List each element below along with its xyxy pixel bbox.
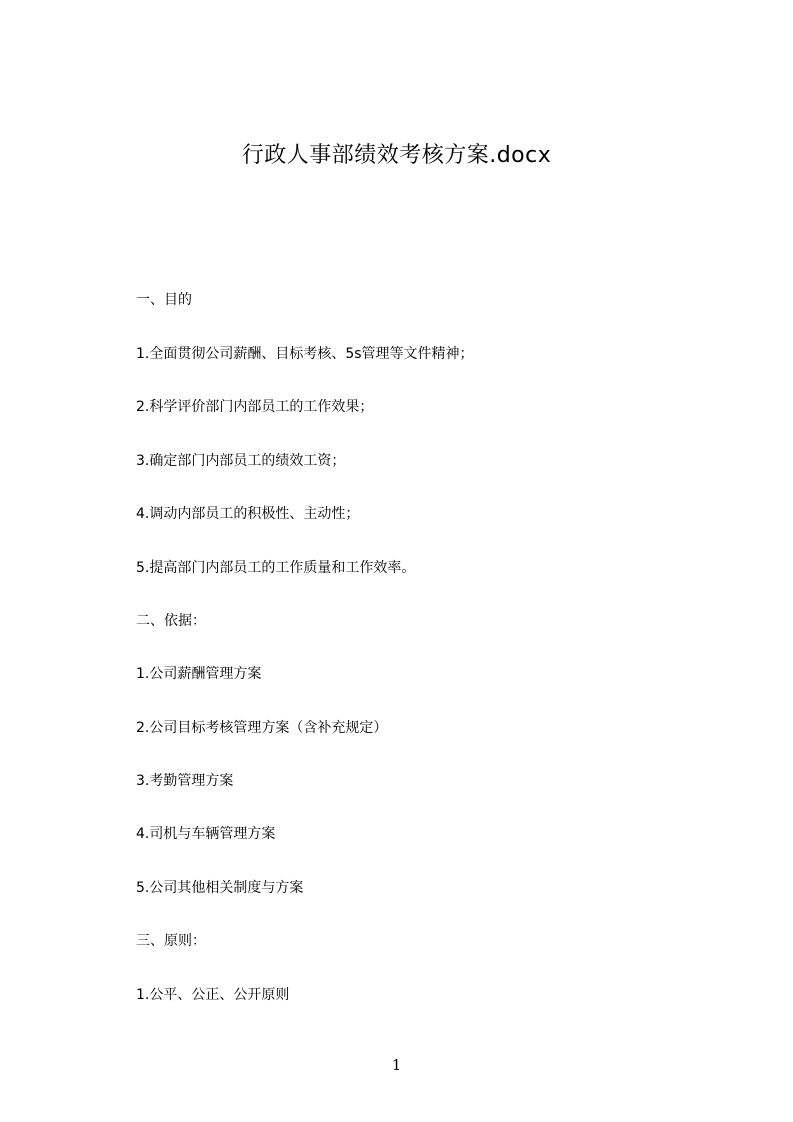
basis-item-2: 2.公司目标考核管理方案（含补充规定）: [136, 720, 388, 736]
purpose-item-1: 1.全面贯彻公司薪酬、目标考核、5s管理等文件精神；: [136, 346, 474, 362]
page-number: 1: [391, 1056, 402, 1074]
basis-item-1: 1.公司薪酬管理方案: [136, 666, 262, 682]
document-title: 行政人事部绩效考核方案.docx: [241, 143, 552, 168]
basis-item-5: 5.公司其他相关制度与方案: [136, 880, 304, 896]
purpose-item-3: 3.确定部门内部员工的绩效工资；: [136, 453, 346, 469]
purpose-item-5: 5.提高部门内部员工的工作质量和工作效率。: [136, 560, 416, 576]
section-heading-principles: 三、原则：: [136, 933, 206, 949]
purpose-item-4: 4.调动内部员工的积极性、主动性；: [136, 506, 360, 522]
purpose-item-2: 2.科学评价部门内部员工的工作效果；: [136, 399, 374, 415]
principle-item-1: 1.公平、公正、公开原则: [136, 987, 290, 1003]
section-heading-basis: 二、依据：: [136, 613, 206, 629]
section-heading-purpose: 一、目的: [136, 292, 192, 308]
basis-item-3: 3.考勤管理方案: [136, 773, 234, 789]
basis-item-4: 4.司机与车辆管理方案: [136, 826, 276, 842]
